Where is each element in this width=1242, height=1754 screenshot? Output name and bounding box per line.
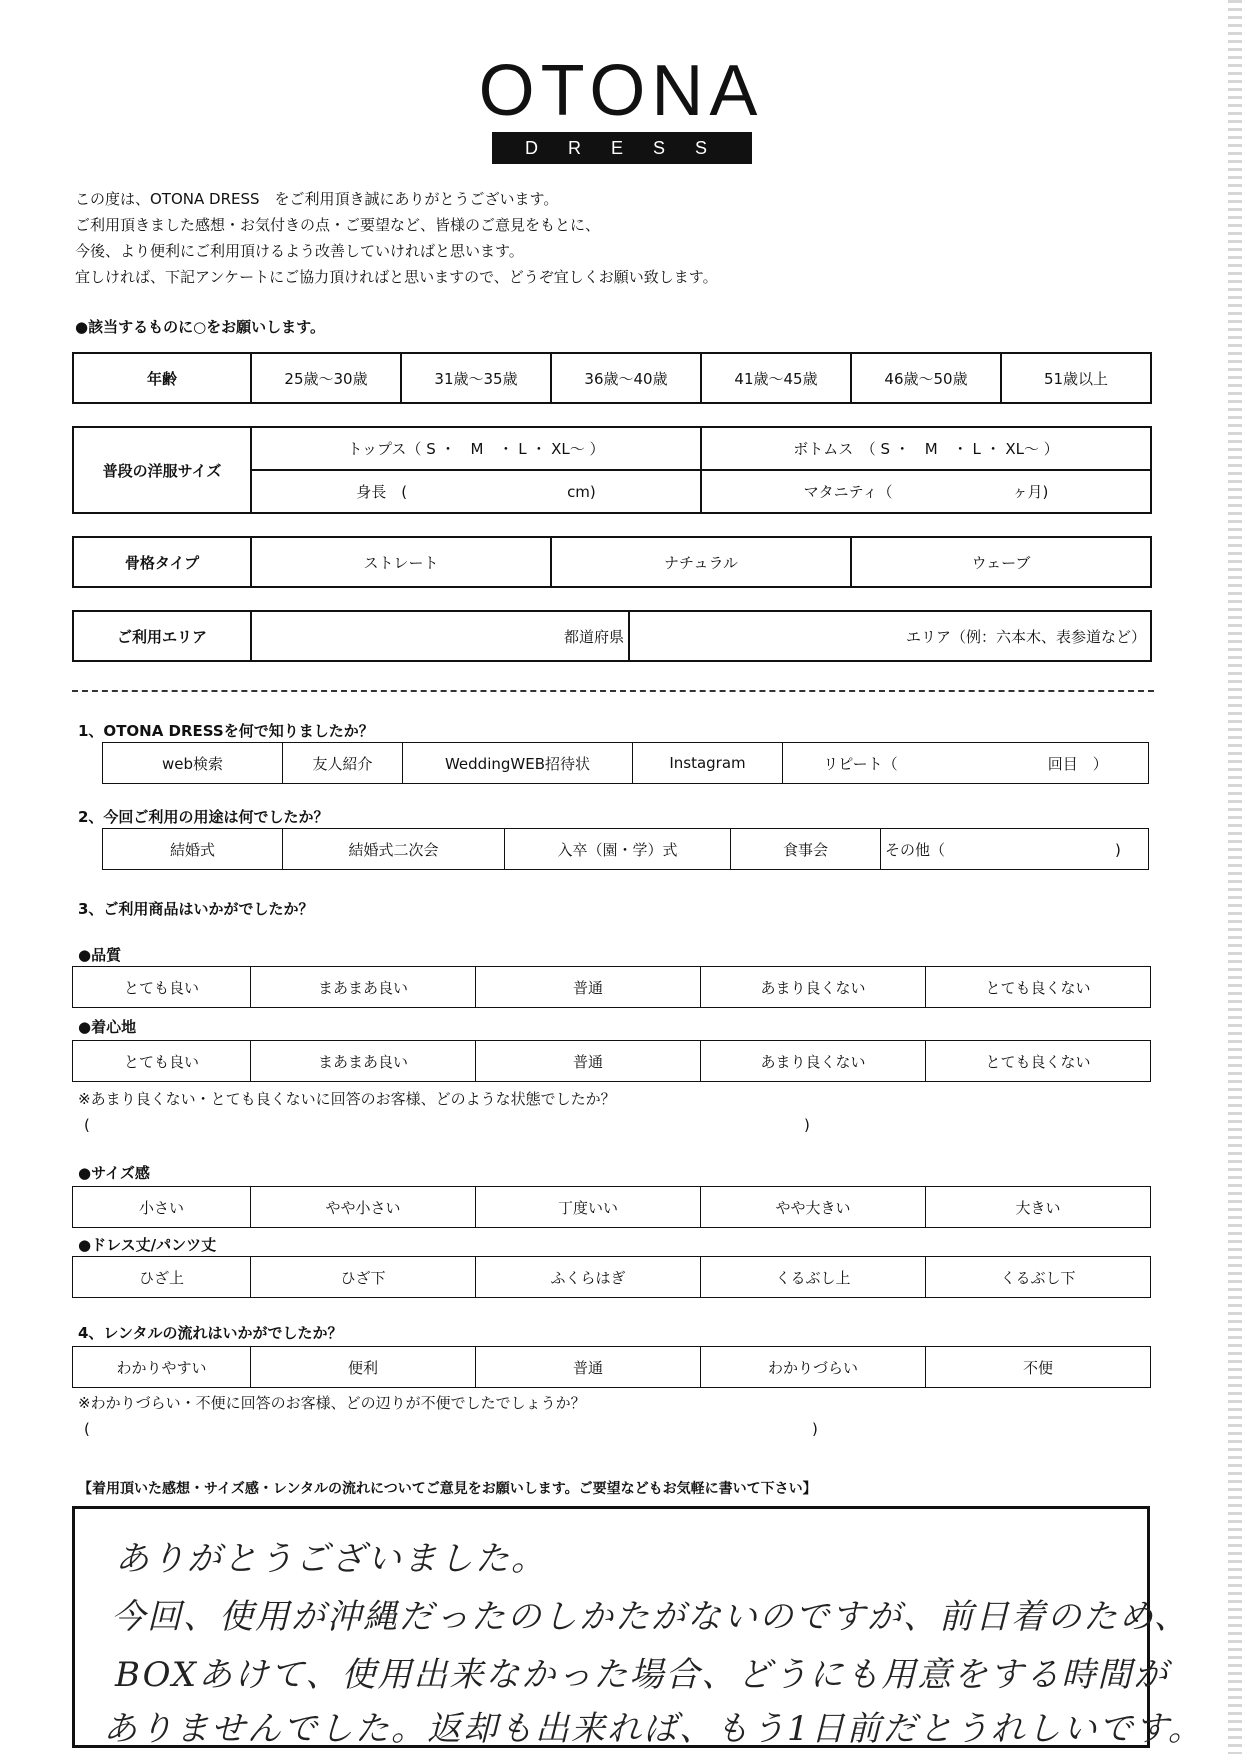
- comfort-option[interactable]: まあまあ良い: [251, 1041, 476, 1082]
- q4-option[interactable]: わかりやすい: [73, 1347, 251, 1388]
- size-table: [72, 426, 1152, 514]
- bone-option[interactable]: ナチュラル: [551, 537, 851, 587]
- quality-table: [72, 966, 1151, 1008]
- fit-option[interactable]: 大きい: [926, 1187, 1151, 1228]
- handwritten-line: ありがとうございました。: [115, 1539, 547, 1579]
- quality-option[interactable]: あまり良くない: [701, 967, 926, 1008]
- repeat-label: リピート（: [823, 754, 898, 773]
- comfort-option[interactable]: 普通: [476, 1041, 701, 1082]
- q1-option[interactable]: WeddingWEB招待状: [403, 743, 633, 784]
- quality-option[interactable]: 普通: [476, 967, 701, 1008]
- age-table: [72, 352, 1152, 404]
- bone-label: 骨格タイプ: [73, 537, 251, 587]
- q4-title: 4、レンタルの流れはいかがでしたか？: [78, 1324, 343, 1342]
- q4-paren-close: ): [812, 1420, 818, 1438]
- comfort-label: ●着心地: [78, 1018, 137, 1036]
- height-unit: cm): [567, 483, 596, 501]
- length-label: ●ドレス丈/パンツ丈: [78, 1236, 217, 1254]
- age-option[interactable]: 36歳～40歳: [551, 353, 701, 403]
- comment-heading: 【着用頂いた感想・サイズ感・レンタルの流れについてご意見をお願いします。ご要望などもお気軽に書いて下さい】: [78, 1481, 817, 1497]
- bone-table: [72, 536, 1152, 588]
- area-table: [72, 610, 1152, 662]
- logo-title: OTONA: [478, 51, 764, 131]
- age-option[interactable]: 25歳～30歳: [251, 353, 401, 403]
- q4-paren-open: (: [84, 1420, 90, 1438]
- intro-line: 宜しければ、下記アンケートにご協力頂ければと思いますので、どうぞ宜しくお願い致します。: [75, 268, 718, 286]
- handwritten-line: 今回、使用が沖縄だったのしかたがないのですが、前日着のため、: [111, 1597, 1190, 1637]
- q1-option[interactable]: Instagram: [633, 743, 783, 784]
- handwritten-line: ありませんでした。返却も出来れば、もう1日前だとうれしいです。: [103, 1709, 1204, 1749]
- height-field[interactable]: [251, 470, 701, 513]
- fit-option[interactable]: やや大きい: [701, 1187, 926, 1228]
- q4-option[interactable]: 普通: [476, 1347, 701, 1388]
- fit-option[interactable]: 小さい: [73, 1187, 251, 1228]
- q2-option[interactable]: 入卒（園・学）式: [505, 829, 731, 870]
- bone-option[interactable]: ウェーブ: [851, 537, 1151, 587]
- intro-text: [75, 186, 718, 290]
- logo-subtitle: DRESS: [492, 132, 752, 164]
- length-table: [72, 1256, 1151, 1298]
- q2-other-field[interactable]: [881, 829, 1149, 870]
- other-end: ): [1115, 840, 1121, 859]
- q1-table: [102, 742, 1149, 784]
- maternity-label: マタニティ（: [803, 483, 893, 501]
- intro-line: ご利用頂きました感想・お気付きの点・ご要望など、皆様のご意見をもとに、: [75, 216, 601, 234]
- comfort-option[interactable]: あまり良くない: [701, 1041, 926, 1082]
- handwritten-line: BOXあけて、使用出来なかった場合、どうにも用意をする時間が: [115, 1655, 1170, 1695]
- tops-size-option[interactable]: トップス（ S ・ M ・ L ・ XL～ ）: [251, 427, 701, 470]
- q4-note: ※わかりづらい・不便に回答のお客様、どの辺りが不便でしたでしょうか？: [78, 1394, 586, 1412]
- age-label: 年齢: [73, 353, 251, 403]
- q1-option[interactable]: web検索: [103, 743, 283, 784]
- size-label: 普段の洋服サイズ: [73, 427, 251, 513]
- quality-option[interactable]: まあまあ良い: [251, 967, 476, 1008]
- age-option[interactable]: 41歳～45歳: [701, 353, 851, 403]
- length-option[interactable]: くるぶし下: [926, 1257, 1151, 1298]
- q3-paren-close: ): [804, 1116, 810, 1134]
- maternity-unit: ヶ月): [1012, 483, 1049, 501]
- bottoms-size-option[interactable]: ボトムス （ S ・ M ・ L ・ XL～ ）: [701, 427, 1151, 470]
- fit-option[interactable]: やや小さい: [251, 1187, 476, 1228]
- q2-option[interactable]: 食事会: [731, 829, 881, 870]
- length-option[interactable]: ふくらはぎ: [476, 1257, 701, 1298]
- q4-option[interactable]: わかりづらい: [701, 1347, 926, 1388]
- age-option[interactable]: 46歳～50歳: [851, 353, 1001, 403]
- length-option[interactable]: ひざ下: [251, 1257, 476, 1298]
- length-option[interactable]: くるぶし上: [701, 1257, 926, 1298]
- quality-option[interactable]: とても良くない: [926, 967, 1151, 1008]
- q2-title: 2、今回ご利用の用途は何でしたか？: [78, 808, 329, 826]
- q2-option[interactable]: 結婚式: [103, 829, 283, 870]
- quality-label: ●品質: [78, 946, 122, 964]
- q1-repeat-field[interactable]: [783, 743, 1149, 784]
- q1-option[interactable]: 友人紹介: [283, 743, 403, 784]
- q4-option[interactable]: 便利: [251, 1347, 476, 1388]
- maternity-field[interactable]: [701, 470, 1151, 513]
- fit-label: ●サイズ感: [78, 1164, 150, 1182]
- fit-option[interactable]: 丁度いい: [476, 1187, 701, 1228]
- q3-note: ※あまり良くない・とても良くないに回答のお客様、どのような状態でしたか？: [78, 1090, 616, 1108]
- intro-line: この度は、OTONA DRESS をご利用頂き誠にありがとうございます。: [75, 190, 559, 208]
- other-label: その他（: [885, 840, 946, 859]
- area-field[interactable]: エリア（例：六本木、表参道など）: [629, 611, 1151, 661]
- age-option[interactable]: 31歳～35歳: [401, 353, 551, 403]
- length-option[interactable]: ひざ上: [73, 1257, 251, 1298]
- q3-title: 3、ご利用商品はいかがでしたか？: [78, 900, 314, 918]
- q3-paren-open: (: [84, 1116, 90, 1134]
- age-option[interactable]: 51歳以上: [1001, 353, 1151, 403]
- q1-title: 1、OTONA DRESSを何で知りましたか？: [78, 722, 374, 740]
- q2-table: [102, 828, 1149, 870]
- q4-table: [72, 1346, 1151, 1388]
- height-label: 身長 (: [356, 483, 408, 501]
- instruction: ●該当するものに○をお願いします。: [75, 318, 325, 336]
- comfort-option[interactable]: とても良い: [73, 1041, 251, 1082]
- prefecture-field[interactable]: 都道府県: [251, 611, 629, 661]
- fit-table: [72, 1186, 1151, 1228]
- scan-edge: [1228, 0, 1242, 1754]
- comment-box[interactable]: [72, 1506, 1204, 1749]
- q4-option[interactable]: 不便: [926, 1347, 1151, 1388]
- repeat-unit: 回目 ）: [1047, 754, 1108, 773]
- intro-line: 今後、より便利にご利用頂けるよう改善していければと思います。: [75, 242, 524, 260]
- comfort-option[interactable]: とても良くない: [926, 1041, 1151, 1082]
- quality-option[interactable]: とても良い: [73, 967, 251, 1008]
- bone-option[interactable]: ストレート: [251, 537, 551, 587]
- q2-option[interactable]: 結婚式二次会: [283, 829, 505, 870]
- area-label: ご利用エリア: [73, 611, 251, 661]
- divider: [72, 690, 1154, 692]
- comfort-table: [72, 1040, 1151, 1082]
